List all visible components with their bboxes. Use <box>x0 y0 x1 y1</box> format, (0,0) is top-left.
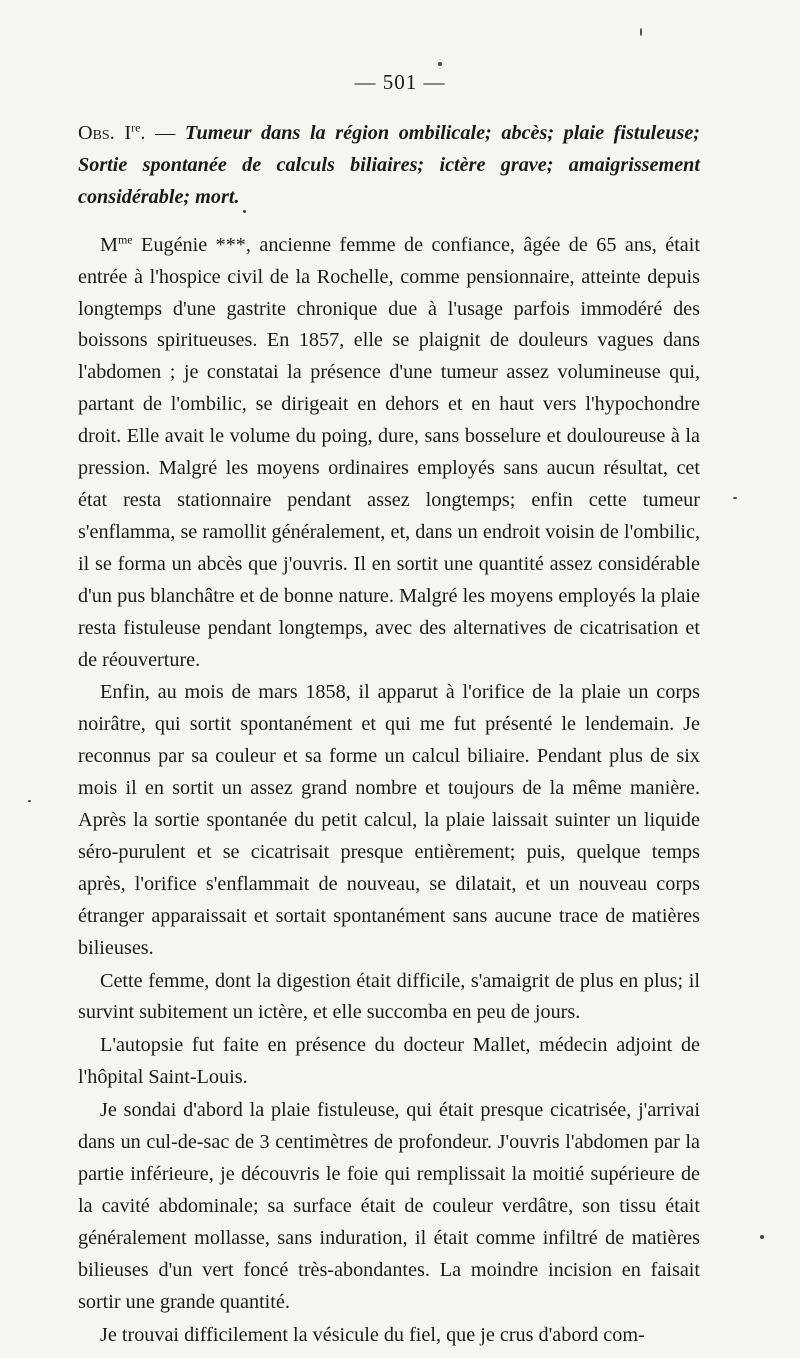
paragraph-1-sup: me <box>117 231 133 246</box>
paragraph-1-text: Eugénie ***, ancienne femme de confiance, âgée de 65 ans, était entrée à l'hospice civil de la Rochelle, comme pensionnaire, atteinte depuis longtemps d'une gastrite chronique due à l'usage parfois immodéré des boissons spiritueuses. En 1857, elle se plaignit de douleurs vagues dans l'abdomen ; je constatai la présence d'une tumeur assez volumineuse qui, partant de l'ombilic, se dirigeait en dehors et en haut vers l'hypochondre droit. Elle avait le volume du poing, dure, sans bosselure et douloureuse à la pression. Malgré les moyens ordinaires employés sans aucun résultat, cet état resta stationnaire pendant assez longtemps; enfin cette tumeur s'enflamma, se ramollit généralement, et, dans un endroit voisin de l'ombilic, il se forma un abcès que j'ouvris. Il en sortit une quantité assez considérable d'un pus blanchâtre et de bonne nature. Malgré les moyens employés la plaie resta fistuleuse pendant longtemps, avec des alternatives de cicatrisation et de réouverture. <box>78 233 700 671</box>
print-speck <box>760 1235 764 1239</box>
observation-label: Obs. I <box>78 122 132 144</box>
paragraph-3: Cette femme, dont la digestion était difficile, s'amaigrit de plus en plus; il survint subitement un ictère, et elle succomba en peu de jours. <box>78 969 700 1024</box>
observation-heading <box>78 118 700 214</box>
paragraph-6: Je trouvai difficilement la vésicule du fiel, que je crus d'abord com- <box>100 1323 645 1346</box>
paragraph-1 <box>78 230 700 677</box>
page-number: — 501 — <box>354 70 446 94</box>
paragraph-1-prefix: M <box>100 233 118 256</box>
print-speck <box>438 62 442 66</box>
print-speck <box>28 800 31 802</box>
print-speck <box>243 210 246 213</box>
paragraph-2: Enfin, au mois de mars 1858, il apparut à l'orifice de la plaie un corps noirâtre, qui sortit spontanément et qui me fut présenté le lendemain. Je reconnus par sa couleur et sa forme un calcul biliaire. Pendant plus de six mois il en sortit un assez grand nombre et toujours de la même manière. Après la sortie spontanée du petit calcul, la plaie laissait suinter un liquide séro-purulent et se cicatrisait presque entièrement; puis, quelque temps après, l'orifice s'enflammait de nouveau, se dilatait, et un nouveau corps étranger apparaissait et sortait spontanément sans aucune trace de matières bilieuses. <box>78 681 700 959</box>
body-text <box>78 118 700 1351</box>
observation-label-sup: re <box>131 120 141 135</box>
print-speck <box>733 497 737 499</box>
paragraph-5: Je sondai d'abord la plaie fistuleuse, qui était presque cicatrisée, j'arrivai dans un cul-de-sac de 3 centimètres de profondeur. J'ouvris l'abdomen par la partie inférieure, je découvris le foie qui remplissait la moitié supérieure de la cavité abdominale; sa surface était de couleur verdâtre, son tissu était généralement mollasse, sans induration, il était comme infiltré de matières bilieuses d'un vert foncé très-abondantes. La moindre incision en faisait sortir une grande quantité. <box>78 1099 700 1313</box>
paragraph-4: L'autopsie fut faite en présence du docteur Mallet, médecin adjoint de l'hôpital Saint-Louis. <box>78 1034 700 1089</box>
observation-dash: . — <box>140 122 185 144</box>
observation-title: Tumeur dans la région ombilicale; abcès; plaie fistuleuse; Sortie spontanée de calculs biliaires; ictère grave; amaigrissement considérable; mort. <box>78 122 701 208</box>
print-speck <box>640 28 642 36</box>
